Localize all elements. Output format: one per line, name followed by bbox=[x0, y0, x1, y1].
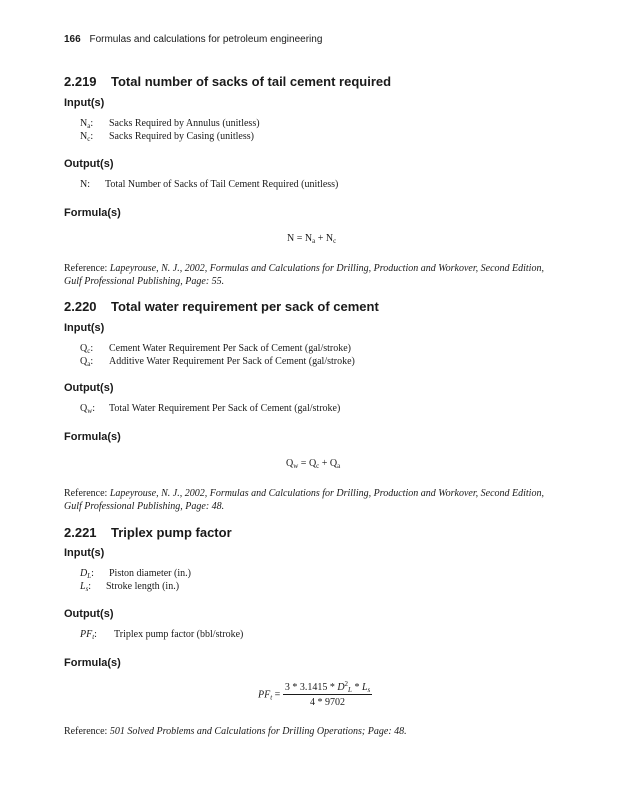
input-description: Cement Water Requirement Per Sack of Cement (gal/stroke) bbox=[109, 343, 351, 354]
fraction-denominator: 4 * 9702 bbox=[310, 697, 346, 708]
section-title-2-220 bbox=[64, 299, 379, 314]
section-heading: Total water requirement per sack of cement bbox=[111, 299, 379, 314]
output-row bbox=[80, 403, 340, 414]
input-label: Input(s) bbox=[64, 322, 105, 334]
formula-equation: $Q_w = Q_c + Q_a$ bbox=[286, 458, 341, 470]
input-row bbox=[80, 568, 191, 579]
reference: Reference: 501 Solved Problems and Calculations for Drilling Operations; Page: 48. bbox=[64, 726, 407, 737]
input-description: Piston diameter (in.) bbox=[109, 568, 191, 579]
formula-equation: $PF_t$ = $\frac{3 * 3.1415 * D^2_L * L_s}{4 * 9702}$ bbox=[258, 680, 371, 708]
input-symbol: $Q_c$: bbox=[80, 343, 94, 355]
section-number: 2.221 bbox=[64, 525, 97, 540]
output-label: Output(s) bbox=[64, 158, 114, 170]
reference: Reference: Lapeyrouse, N. J., 2002, Formulas and Calculations for Drilling, Production and Workover, Second Edition, Gulf Professional Publishing, Page: 55. bbox=[64, 263, 544, 287]
input-description: Additive Water Requirement Per Sack of Cement (gal/stroke) bbox=[109, 356, 355, 367]
reference: Reference: Lapeyrouse, N. J., 2002, Formulas and Calculations for Drilling, Production and Workover, Second Edition, Gulf Professional Publishing, Page: 48. bbox=[64, 488, 544, 512]
running-header bbox=[64, 34, 322, 45]
input-row bbox=[80, 581, 179, 592]
input-description: Sacks Required by Casing (unitless) bbox=[109, 131, 254, 142]
running-title: Formulas and calculations for petroleum engineering bbox=[89, 34, 323, 45]
reference-citation: Lapeyrouse, N. J., 2002, Formulas and Calculations for Drilling, Production and Workover, Second Edition, Gulf Professional Publishing, Page: 48. bbox=[64, 488, 544, 512]
reference-citation: Lapeyrouse, N. J., 2002, Formulas and Calculations for Drilling, Production and Workover, Second Edition, Gulf Professional Publishing, Page: 55. bbox=[64, 263, 544, 287]
output-description: Triplex pump factor (bbl/stroke) bbox=[114, 629, 244, 640]
section-number: 2.219 bbox=[64, 74, 97, 89]
output-symbol: $PF_t$: bbox=[80, 629, 97, 641]
input-symbol: $N_a$: bbox=[80, 118, 94, 130]
output-label: Output(s) bbox=[64, 608, 114, 620]
output-row bbox=[80, 179, 338, 190]
section-number: 2.220 bbox=[64, 299, 97, 314]
section-title-2-219 bbox=[64, 74, 391, 89]
section-title-2-221 bbox=[64, 525, 232, 540]
input-label: Input(s) bbox=[64, 97, 105, 109]
input-row bbox=[80, 118, 260, 129]
page-number: 166 bbox=[64, 34, 81, 45]
formula-equation: $N = N_a + N_c$ bbox=[287, 233, 337, 245]
input-row bbox=[80, 356, 355, 367]
input-label: Input(s) bbox=[64, 547, 105, 559]
fraction-numerator: $3 * 3.1415 * D^2_L * L_s$ bbox=[284, 680, 371, 694]
formula-label: Formula(s) bbox=[64, 207, 121, 219]
formula-fraction bbox=[283, 682, 372, 708]
input-row bbox=[80, 131, 254, 142]
input-symbol: $Q_a$: bbox=[80, 356, 94, 368]
section-heading: Triplex pump factor bbox=[111, 525, 232, 540]
reference-citation: 501 Solved Problems and Calculations for Drilling Operations; Page: 48. bbox=[109, 726, 407, 737]
input-symbol: $L_s$: bbox=[80, 581, 92, 593]
formula-label: Formula(s) bbox=[64, 657, 121, 669]
input-symbol: $D_L$: bbox=[80, 568, 94, 580]
input-row bbox=[80, 343, 351, 354]
output-symbol: $Q_w$: bbox=[80, 403, 96, 415]
input-description: Sacks Required by Annulus (unitless) bbox=[109, 118, 260, 129]
output-description: Total Water Requirement Per Sack of Cement (gal/stroke) bbox=[109, 403, 341, 414]
output-row bbox=[80, 629, 243, 640]
input-description: Stroke length (in.) bbox=[106, 581, 180, 592]
input-symbol: $N_c$: bbox=[80, 131, 94, 143]
output-description: Total Number of Sacks of Tail Cement Required (unitless) bbox=[105, 179, 339, 190]
output-label: Output(s) bbox=[64, 382, 114, 394]
formula-label: Formula(s) bbox=[64, 431, 121, 443]
output-symbol: N: bbox=[80, 179, 91, 190]
section-heading: Total number of sacks of tail cement required bbox=[111, 74, 392, 89]
